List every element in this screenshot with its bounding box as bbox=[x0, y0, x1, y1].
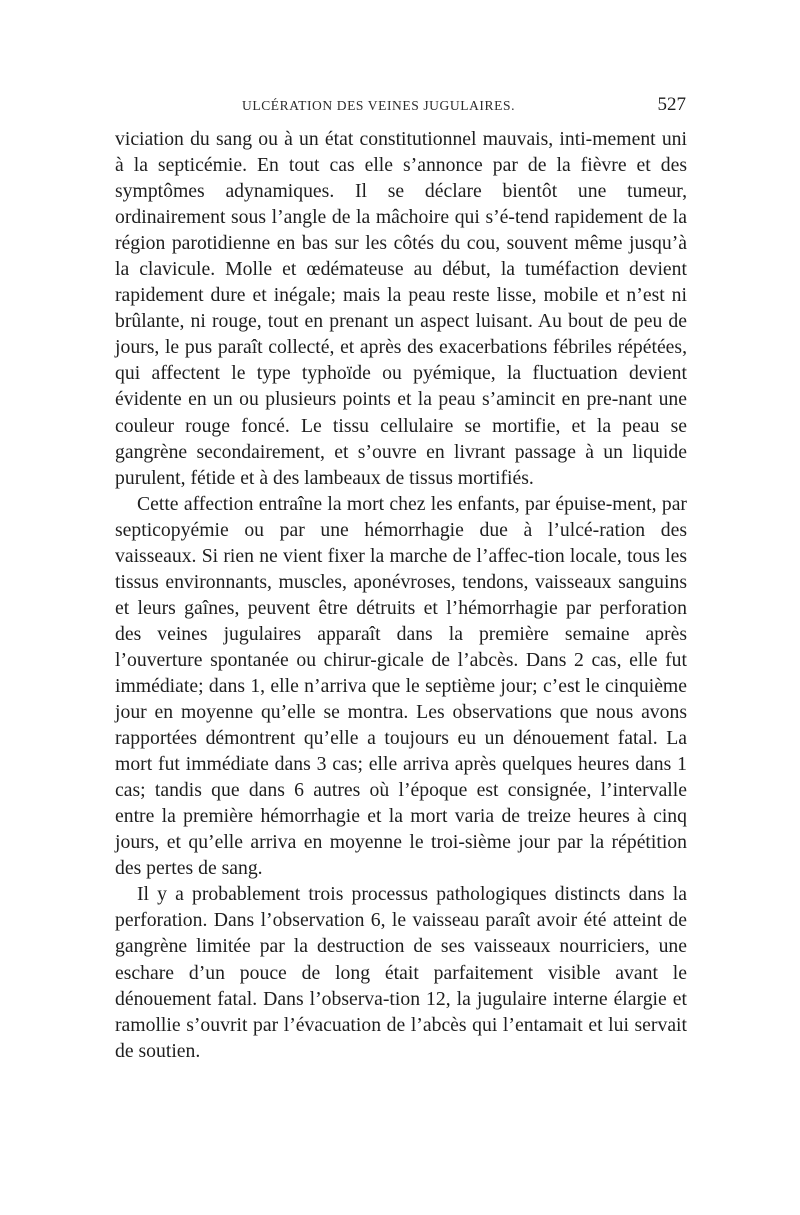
body-text bbox=[115, 126, 687, 1064]
running-head bbox=[115, 96, 690, 120]
paragraph-mortality: Cette affection entraîne la mort chez les enfants, par épuise-ment, par septicopyémie ou par une hémorrhagie due à l’ulcé-ration des vaisseaux. Si rien ne vient fixer la marche de l’affec-tion locale, tous les tissus environnants, muscles, aponévroses, tendons, vaisseaux sanguins et leurs gaînes, peuvent être détruits et l’hémorrhagie par perforation des veines jugulaires apparaît dans la première semaine après l’ouverture spontanée ou chirur-gicale de l’abcès. Dans 2 cas, elle fut immédiate; dans 1, elle n’arriva que le septième jour; c’est le cinquième jour en moyenne qu’elle se montra. Les observations que nous avons rapportées démontrent qu’elle a toujours eu un dénouement fatal. La mort fut immédiate dans 3 cas; elle arriva après quelques heures dans 1 cas; tandis que dans 6 autres où l’époque est consignée, l’intervalle entre la première hémorrhagie et la mort varia de treize heures à cinq jours, et qu’elle arriva en moyenne le troi-sième jour par la répétition des pertes de sang. bbox=[115, 492, 687, 880]
paragraph-continuation: viciation du sang ou à un état constitutionnel mauvais, inti-mement uni à la septicémie. En tout cas elle s’annonce par de la fièvre et des symptômes adynamiques. Il se déclare bientôt une tumeur, ordinairement sous l’angle de la mâchoire qui s’é-tend rapidement de la région parotidienne en bas sur les côtés du cou, souvent même jusqu’à la clavicule. Molle et œdémateuse au début, la tuméfaction devient rapidement dure et inégale; mais la peau reste lisse, mobile et n’est ni brûlante, ni rouge, tout en prenant un aspect luisant. Au bout de peu de jours, le pus paraît collecté, et après des exacerbations fébriles répétées, qui affectent le type typhoïde ou pyémique, la fluctuation devient évidente en un ou plusieurs points et la peau s’amincit en pre-nant une couleur rouge foncé. Le tissu cellulaire se mortifie, et la peau se gangrène secondairement, et s’ouvre en livrant passage à un liquide purulent, fétide et à des lambeaux de tissus mortifiés. bbox=[115, 128, 687, 489]
paragraph-perforation: Il y a probablement trois processus pathologiques distincts dans la perforation. Dans l’observation 6, le vaisseau paraît avoir été atteint de gangrène limitée par la destruction de ses vaisseaux nourriciers, une eschare d’un pouce de long était parfaitement visible avant le dénouement fatal. Dans l’observa-tion 12, la jugulaire interne élargie et ramollie s’ouvrit par l’évacuation de l’abcès qui l’entamait et lui servait de soutien. bbox=[115, 883, 687, 1062]
running-title: ULCÉRATION DES VEINES JUGULAIRES. bbox=[242, 98, 516, 113]
page-number: 527 bbox=[657, 94, 686, 115]
